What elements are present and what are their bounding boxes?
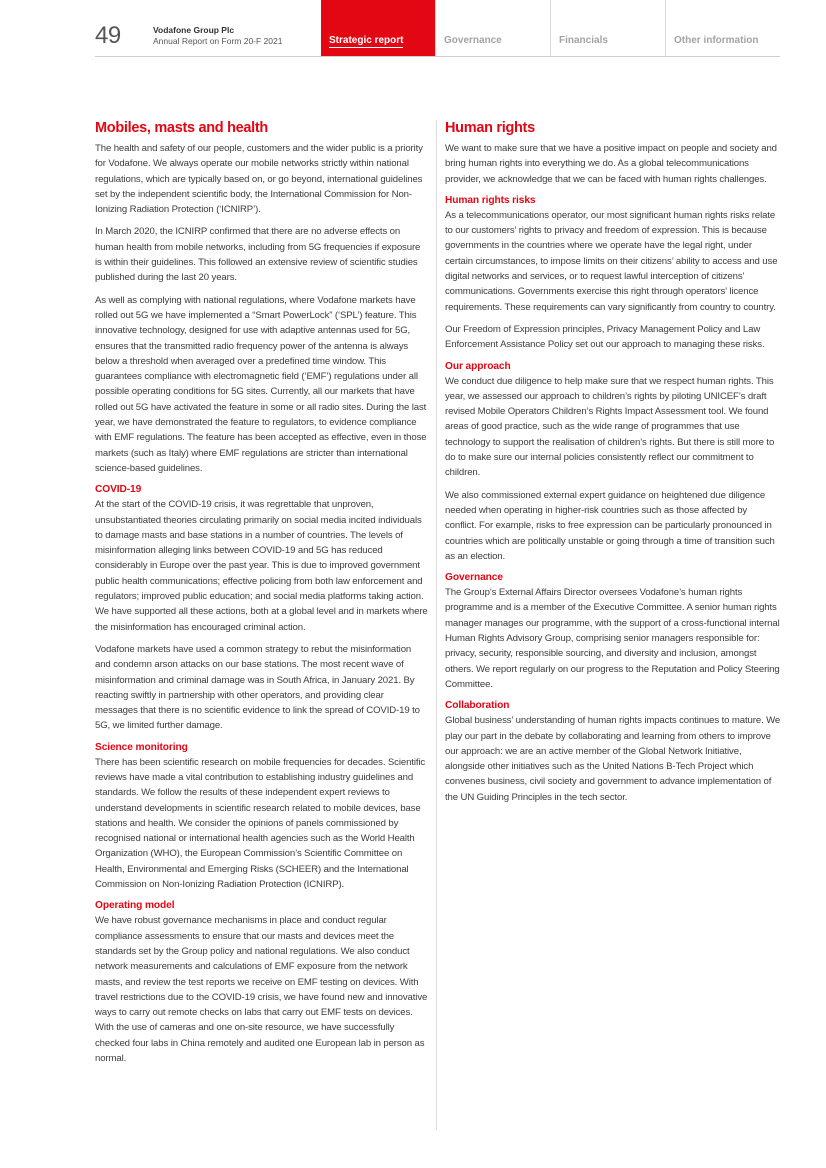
left-column [95,120,428,1068]
report-name: Annual Report on Form 20-F 2021 [153,36,283,46]
tab-other-information[interactable] [665,0,780,56]
paragraph: Vodafone markets have used a common strategy to rebut the misinformation and condemn arson attacks on our base stations. The most recent wave of misinformation and criminal damage was in South Africa, in January 2021. By reacting swiftly in partnership with other operators, and providing clear messages that there is no scientific evidence to link the spread of COVID-19 to 5G, we limited further damage. [95,643,420,732]
paragraph: We have robust governance mechanisms in place and conduct regular compliance assessments to ensure that our masts and devices meet the standards set by the Group policy and national regulations. We also conduct network measurements and calculations of EMF exposure from the network masts, and review the test reports we receive on EMF testing on devices. With travel restrictions due to the COVID-19 crisis, we have found new and innovative ways to carry out remote checks on labs that carry out EMF tests on devices. With the use of cameras and one on-site resource, we have successfully checked four labs in China remotely and audited one European lab in person as normal. [95,915,428,1065]
paragraph: We want to make sure that we have a positive impact on people and society and bring human rights into everything we do. As a global telecommunications provider, we acknowledge that we can be faced with human rights challenges. [445,143,777,185]
paragraph: The Group’s External Affairs Director oversees Vodafone’s human rights programme and is a member of the Executive Committee. A senior human rights manager manages our programme, with the support of a cross-functional internal Human Rights Advisory Group, comprising senior managers responsible for: privacy, security, responsible sourcing, and diversity and inclusion, amongst others. We report regularly on our progress to the Reputation and Policy Steering Committee. [445,587,780,690]
tab-label: Strategic report [329,35,404,46]
tab-governance[interactable] [435,0,550,56]
paragraph: As well as complying with national regulations, where Vodafone markets have rolled out 5G we have implemented a “Smart PowerLock” (‘SPL’) feature. This innovative technology, designed for use with adaptive antennas used for 5G, ensures that the transmitted radio frequency power of the antenna is always below a threshold when averaged over a predefined time window. This guarantees compliance with electromagnetic field (‘EMF’) regulations under all possible operating conditions for 5G sites. Currently, all our markets that have rolled out 5G have activated the feature in some or all radio sites. During the last year, we have demonstrated the feature to regulators, to evidence compliance with EMF regulations. The feature has been accepted as effective, even in those markets (such as Italy) where EMF regulations are stricter than international science-based guidelines. [95,294,427,474]
paragraph: At the start of the COVID-19 crisis, it was regrettable that unproven, unsubstantiated theories circulating primarily on social media incited individuals to damage masts and base stations in a number of countries. The levels of misinformation alleging links between COVID-19 and 5G has reduced considerably in Europe over the past year. This is due to improved government public health communications; effective policing from both law enforcement and regulators; improved public education; and social media platforms taking action. We have supported all these actions, both at a global level and in markets where the misinformation has encouraged criminal action. [95,499,428,633]
paragraph: We also commissioned external expert guidance on heightened due diligence needed when operating in higher-risk countries such as those affected by conflict. For example, risks to free expression can be particularly pronounced in countries which are politically unstable or going through a time of transition such as an election. [445,489,775,562]
header-divider [95,56,780,57]
column-divider [436,120,437,1130]
tab-label: Financials [559,35,608,46]
paragraph: We conduct due diligence to help make sure that we respect human rights. This year, we assessed our approach to children’s rights by piloting UNICEF’s draft revised Mobile Operators Children’s Rights Impact Assessment tool. We found areas of good practice, such as the wide range of programmes that use technology to support the realisation of children’s rights. But there is still more to do to make sure our internal policies consistently reflect our commitment to children. [445,375,775,479]
section-title-human-rights: Human rights [445,120,535,136]
page-header [0,0,826,56]
tab-financials[interactable] [550,0,665,56]
right-column [445,120,781,807]
subheading-covid-19: COVID-19 [95,484,142,496]
paragraph: As a telecommunications operator, our most significant human rights risks relate to our customers’ rights to privacy and freedom of expression. This is because governments in the countries where we operate have the legal right, under certain circumstances, to impose limits on their citizens’ ability to access and use digital networks and services, or to request lawful interception of citizens’ communications. Governments exercise this right through operators’ licence requirements. These requirements can vary significantly from country to country. [445,209,778,313]
paragraph: Global business’ understanding of human rights impacts continues to mature. We play our part in the debate by collaborating and learning from others to improve our approach: we are an active member of the Global Network Initiative, alongside other initiatives such as the United Nations B-Tech Project which convenes business, civil society and government to advance implementation of the UN Guiding Principles in the tech sector. [445,715,781,803]
subheading-operating-model: Operating model [95,900,175,912]
page-number: 49 [95,22,121,49]
paragraph: There has been scientific research on mobile frequencies for decades. Scientific reviews have made a vital contribution to establishing industry guidelines and standards. We follow the results of these independent expert reviews to understand developments in scientific research related to mobile devices, base stations and health. We consider the opinions of panels commissioned by recognised national or international health agencies such as the World Health Organization (WHO), the European Commission’s Scientific Committee on Health, Environmental and Emerging Risks (SCHEER) and the International Commission on Non-Ionizing Radiation Protection (ICNIRP). [95,756,426,891]
paragraph: In March 2020, the ICNIRP confirmed that there are no adverse effects on human health from mobile networks, including from 5G frequencies if exposure is within their guidelines. This followed an extensive review of scientific studies published during the last 20 years. [95,226,421,284]
subheading-collaboration: Collaboration [445,700,510,712]
subheading-science-monitoring: Science monitoring [95,741,188,753]
paragraph: The health and safety of our people, customers and the wider public is a priority for Vodafone. We always operate our mobile networks strictly within national regulations, which are typically based on, or go beyond, international guidelines set by the independent scientific body, the International Commission for Non-Ionizing Radiation Protection (‘ICNIRP’). [95,143,423,216]
tab-label: Other information [674,35,759,46]
subheading-governance: Governance [445,572,503,584]
report-identity [153,25,282,47]
subheading-our-approach: Our approach [445,360,511,372]
tab-label: Governance [444,35,502,46]
section-title-mobiles-masts-health: Mobiles, masts and health [95,120,268,136]
company-name: Vodafone Group Plc [153,25,235,35]
tab-strategic-report[interactable] [321,0,435,56]
paragraph: Our Freedom of Expression principles, Privacy Management Policy and Law Enforcement Assistance Policy set out our approach to managing these risks. [445,323,765,351]
subheading-human-rights-risks: Human rights risks [445,194,536,206]
